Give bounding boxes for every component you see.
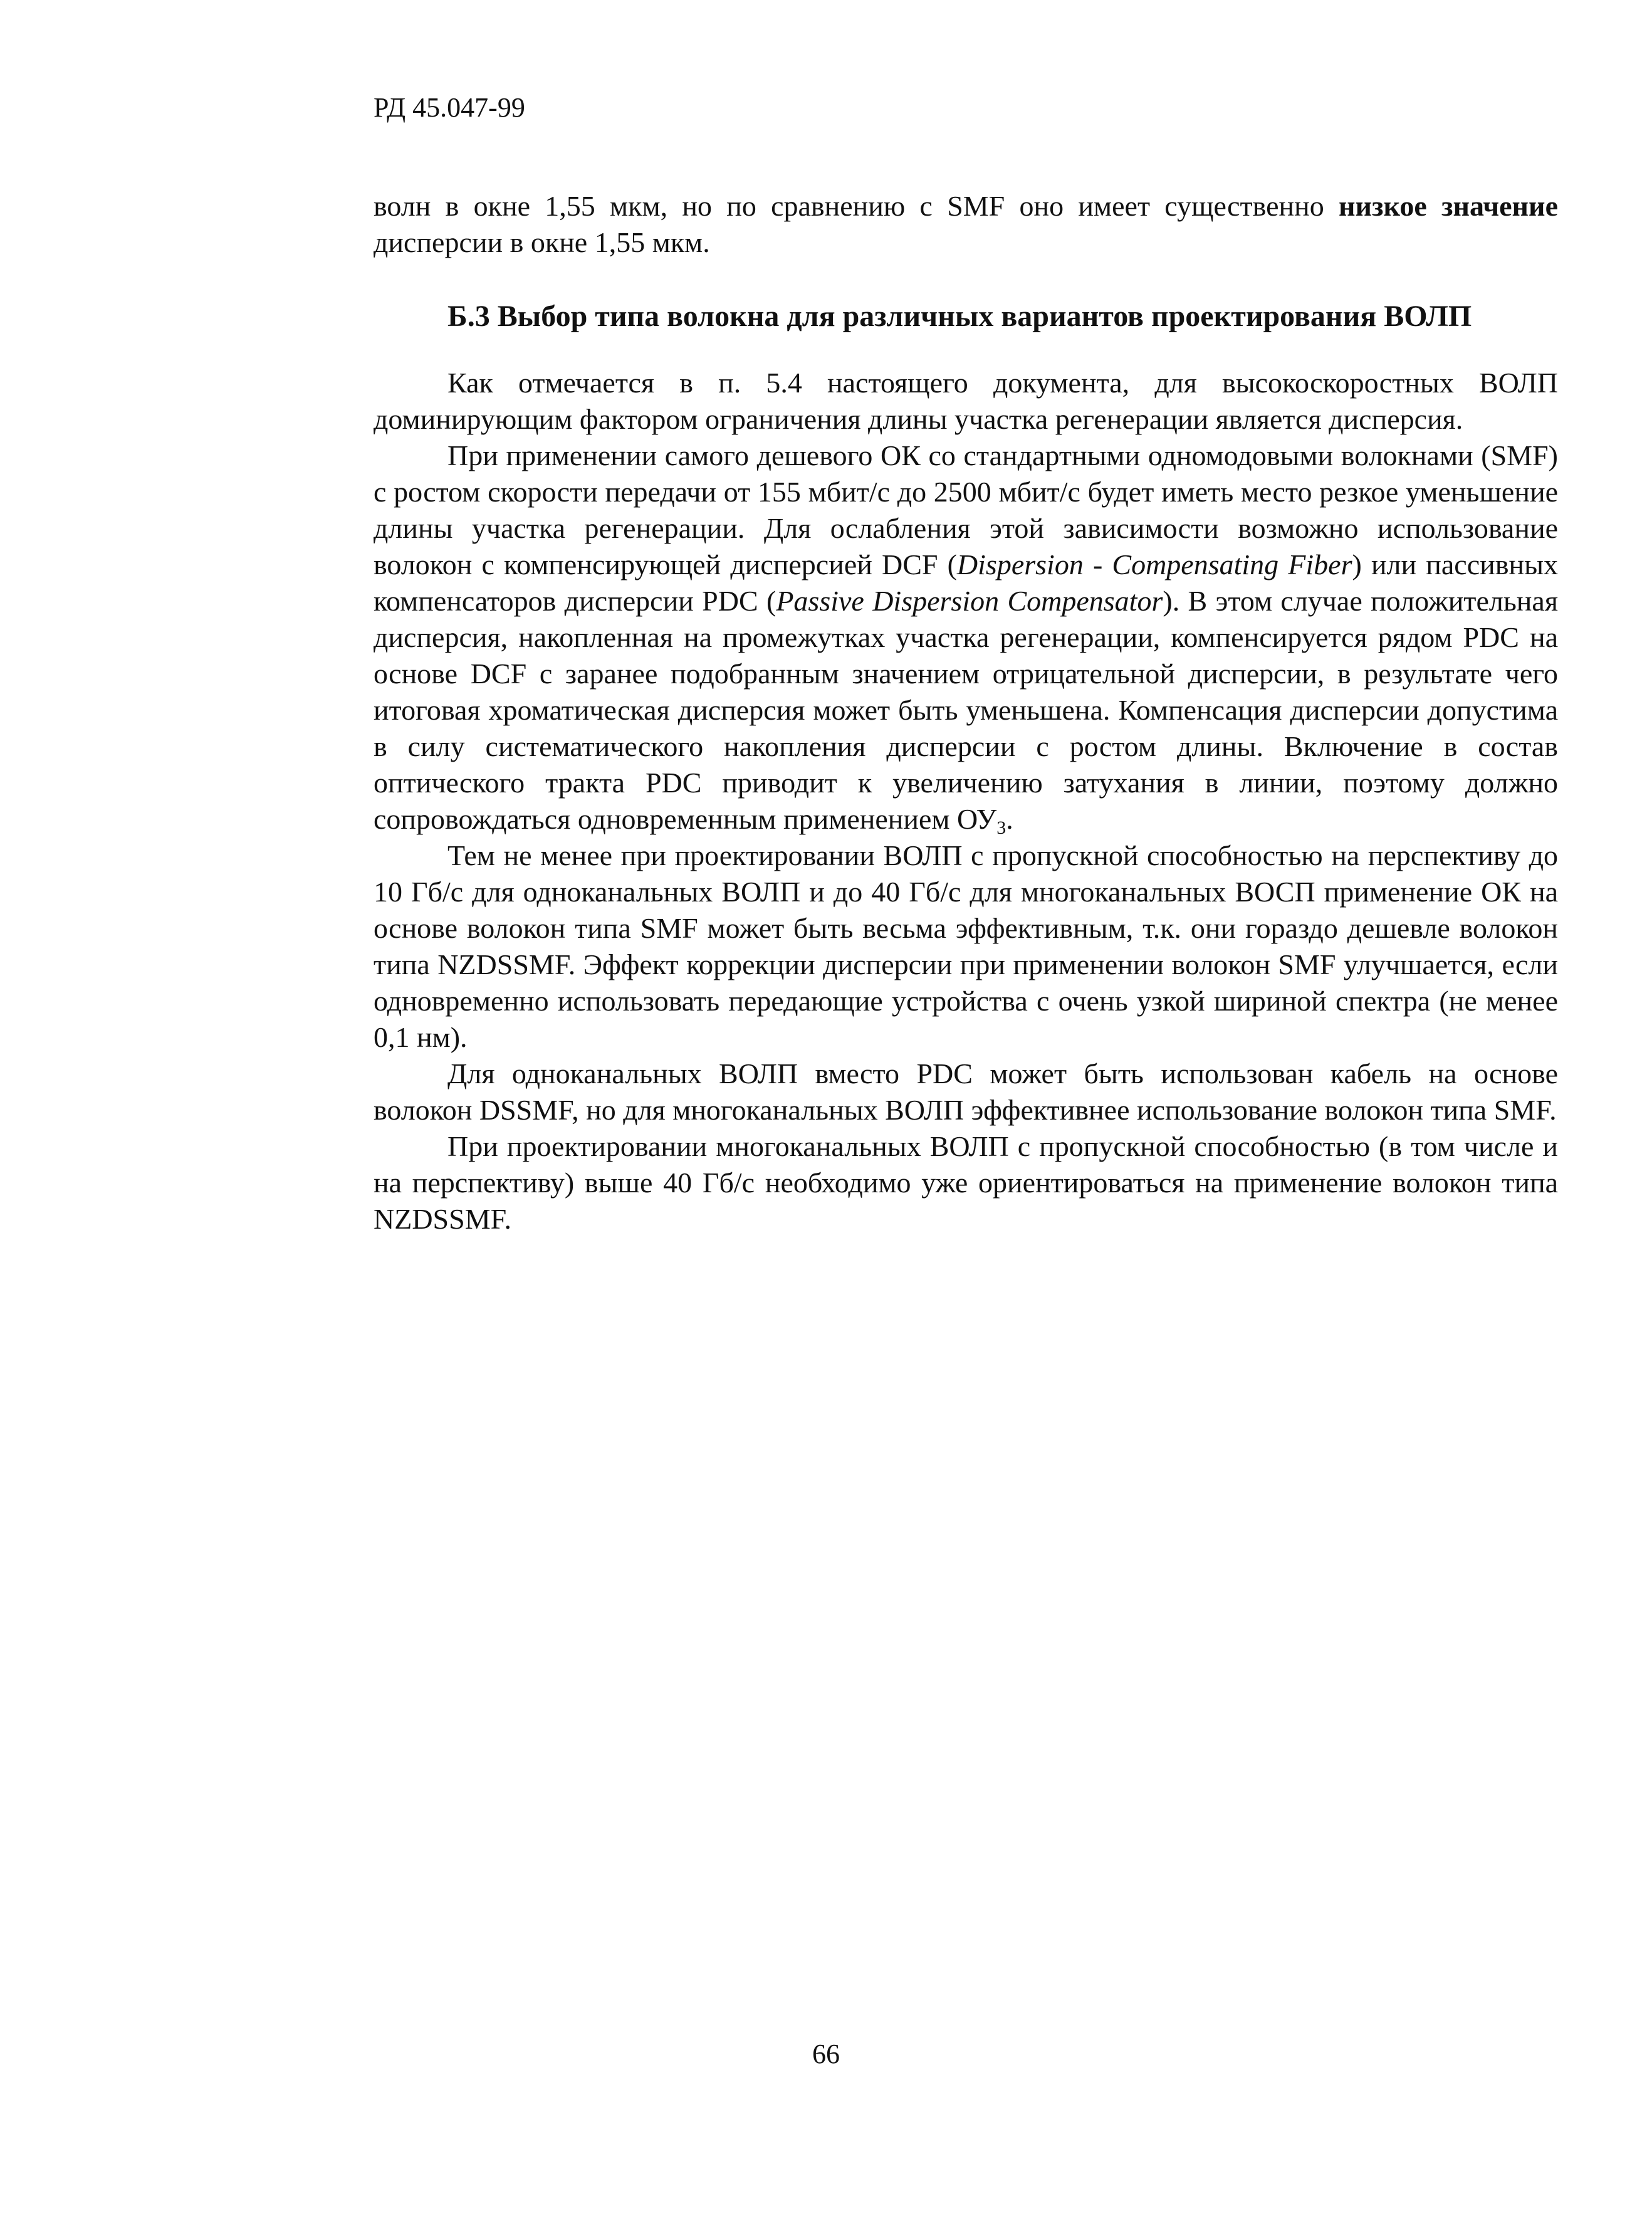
intro-paragraph xyxy=(374,188,1558,261)
paragraph-2-text-b: ) или пассивных компенсаторов дисперсии PDC ( xyxy=(374,549,1558,617)
paragraph-2-subscript: 3 xyxy=(996,817,1006,838)
page-number: 66 xyxy=(812,2039,840,2069)
paragraph-2-italic-2: Passive Dispersion Compensator xyxy=(776,585,1163,617)
paragraph-2 xyxy=(374,438,1558,837)
paragraph-4: Для одноканальных ВОЛП вместо PDC может быть использован кабель на основе волокон DSSMF, но для многоканальных ВОЛП эффективнее использование волокон типа SMF. xyxy=(374,1058,1558,1126)
paragraph-2-text-c: ). В этом случае положительная дисперсия, накопленная на промежутках участка регенерации, компенсируется рядом PDC на основе DCF с заранее подобранным значением отрицательной дисперсии, в результате чего итоговая хроматическая дисперсия может быть уменьшена. Компенсация дисперсии допустима в силу систематического накопления дисперсии с ростом длины. Включение в состав оптического тракта PDC приводит к увеличению затухания в линии, поэтому должно сопровождаться одновременным применением ОУ xyxy=(374,585,1558,835)
paragraph-2-text-d: . xyxy=(1006,803,1013,835)
page-body xyxy=(374,188,1558,1237)
intro-text-start: волн в окне 1,55 мкм, но по сравнению с SMF оно имеет существенно xyxy=(374,190,1339,222)
paragraph-1: Как отмечается в п. 5.4 настоящего документа, для высокоскоростных ВОЛП доминирующим фактором ограничения длины участка регенерации является дисперсия. xyxy=(374,367,1558,435)
intro-text-end: дисперсии в окне 1,55 мкм. xyxy=(374,226,710,258)
intro-text-bold: низкое значение xyxy=(1338,190,1558,222)
document-code: РД 45.047-99 xyxy=(374,92,525,123)
paragraph-2-text-a: При применении самого дешевого ОК со стандартными одномодовыми волокнами (SMF) с ростом скорости передачи от 155 мбит/с до 2500 мбит/с будет иметь место резкое уменьшение длины участка регенерации. Для ослабления этой зависимости возможно использование волокон с компенсирующей дисперсией DCF ( xyxy=(374,439,1558,580)
paragraph-5: При проектировании многоканальных ВОЛП с пропускной способностью (в том числе и на перспективу) выше 40 Гб/с необходимо уже ориентироваться на применение волокон типа NZDSSMF. xyxy=(374,1130,1558,1235)
section-heading: Б.3 Выбор типа волокна для различных вариантов проектирования ВОЛП xyxy=(447,300,1472,333)
paragraph-3: Тем не менее при проектировании ВОЛП с пропускной способностью на перспективу до 10 Гб/с для одноканальных ВОЛП и до 40 Гб/с для многоканальных ВОСП применение ОК на основе волокон типа SMF может быть весьма эффективным, т.к. они гораздо дешевле волокон типа NZDSSMF. Эффект коррекции дисперсии при применении волокон SMF улучшается, если одновременно использовать передающие устройства с очень узкой шириной спектра (не менее 0,1 нм). xyxy=(374,839,1558,1053)
paragraph-2-italic-1: Dispersion - Compensating Fiber xyxy=(956,549,1352,580)
